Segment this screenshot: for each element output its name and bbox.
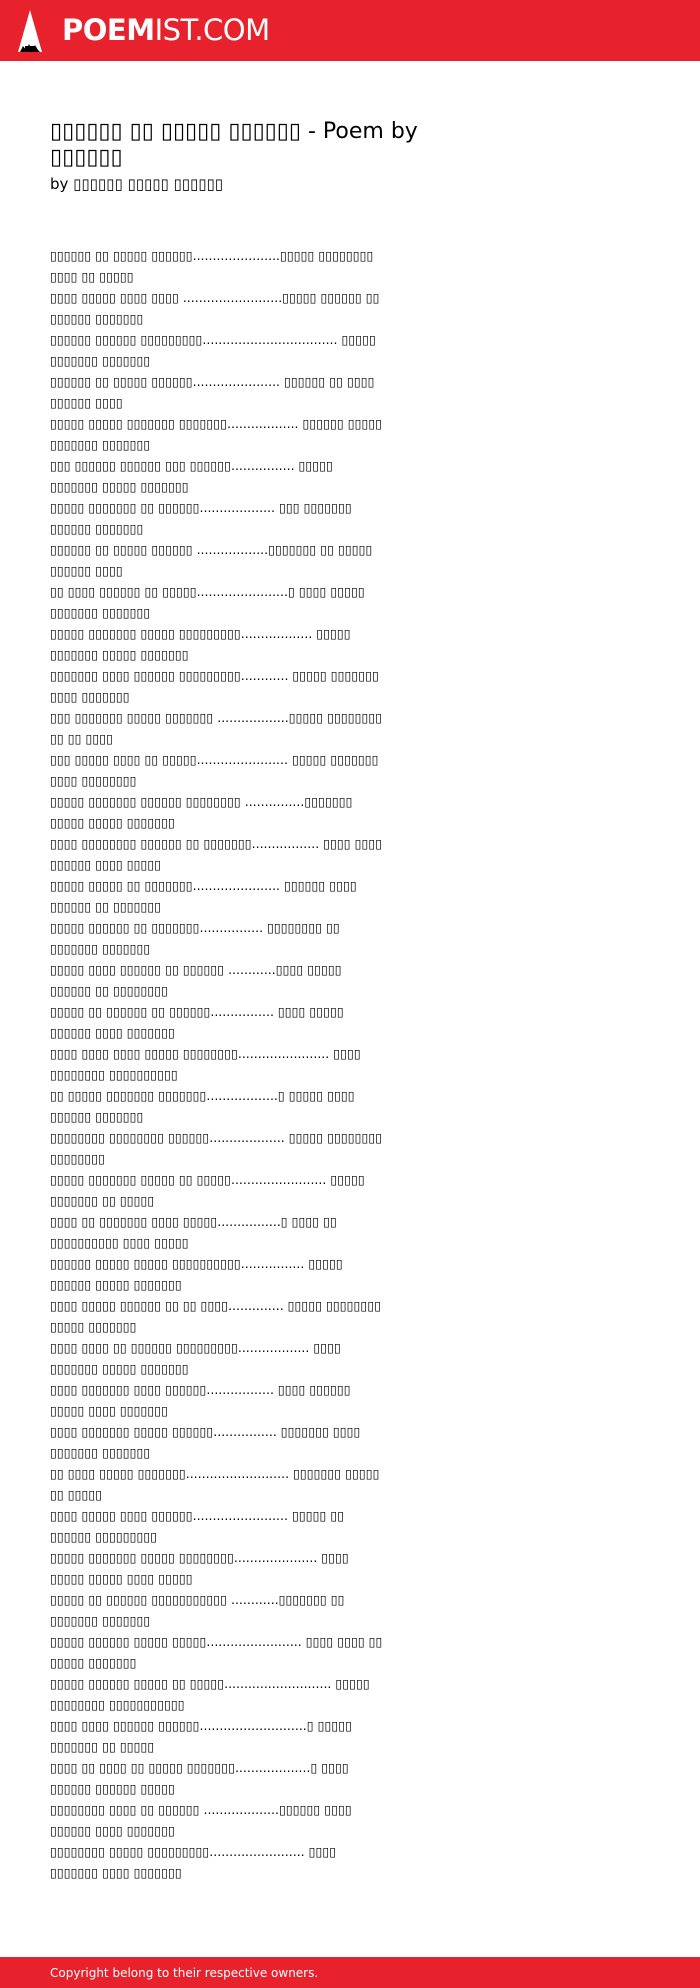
- poem-byline: by ▯▯▯▯▯▯ ▯▯▯▯▯ ▯▯▯▯▯▯: [50, 175, 224, 193]
- poem-line: ▯▯▯▯▯ ▯▯▯▯▯ ▯▯▯▯▯▯▯ ▯▯▯▯▯▯▯.................. ▯▯▯▯▯▯ ▯▯▯▯▯ ▯▯▯▯▯▯▯ ▯▯▯▯▯▯▯: [50, 416, 383, 452]
- poem-line: ▯▯▯▯▯ ▯▯ ▯▯▯▯▯▯ ▯▯▯▯▯▯▯▯▯▯▯ ............▯▯▯▯▯▯▯ ▯▯ ▯▯▯▯▯▯▯ ▯▯▯▯▯▯▯: [50, 1592, 345, 1628]
- poem-line: ▯▯▯▯▯▯▯ ▯▯▯▯ ▯▯▯▯▯▯ ▯▯▯▯▯▯▯▯▯............ ▯▯▯▯▯ ▯▯▯▯▯▯▯ ▯▯▯▯ ▯▯▯▯▯▯▯: [50, 668, 379, 704]
- poem-line: ▯▯▯▯ ▯▯▯▯▯▯▯▯ ▯▯▯▯▯▯ ▯▯ ▯▯▯▯▯▯▯................. ▯▯▯▯ ▯▯▯▯ ▯▯▯▯▯▯ ▯▯▯▯ ▯▯▯▯▯: [50, 836, 383, 872]
- poem-line: ▯▯▯▯▯▯ ▯▯▯▯▯ ▯▯▯▯▯ ▯▯▯▯▯▯▯▯▯▯................ ▯▯▯▯▯ ▯▯▯▯▯▯ ▯▯▯▯▯ ▯▯▯▯▯▯▯: [50, 1256, 343, 1292]
- poem-line: ▯▯▯▯▯▯ ▯▯ ▯▯▯▯▯ ▯▯▯▯▯▯...................... ▯▯▯▯▯▯ ▯▯ ▯▯▯▯ ▯▯▯▯▯▯ ▯▯▯▯: [50, 374, 375, 410]
- poem-line: ▯▯▯▯ ▯▯ ▯▯▯▯ ▯▯ ▯▯▯▯▯ ▯▯▯▯▯▯▯...................▯ ▯▯▯▯ ▯▯▯▯▯▯ ▯▯▯▯▯▯ ▯▯▯▯▯: [50, 1760, 349, 1796]
- poem-line: ▯▯▯ ▯▯▯▯▯ ▯▯▯▯ ▯▯ ▯▯▯▯▯....................... ▯▯▯▯▯ ▯▯▯▯▯▯▯ ▯▯▯▯ ▯▯▯▯▯▯▯▯: [50, 752, 379, 788]
- poem-line: ▯▯▯▯ ▯▯▯▯▯ ▯▯▯▯ ▯▯▯▯ .........................▯▯▯▯▯ ▯▯▯▯▯▯ ▯▯ ▯▯▯▯▯▯ ▯▯▯▯▯▯▯: [50, 290, 380, 326]
- poem-line: ▯▯▯▯▯▯ ▯▯▯▯▯▯ ▯▯▯▯▯▯▯▯▯.................................. ▯▯▯▯▯ ▯▯▯▯▯▯▯ ▯▯▯▯▯▯▯: [50, 332, 376, 368]
- poem-line: ▯▯▯▯▯ ▯▯▯▯▯ ▯▯ ▯▯▯▯▯▯▯...................... ▯▯▯▯▯▯ ▯▯▯▯ ▯▯▯▯▯▯ ▯▯ ▯▯▯▯▯▯▯: [50, 878, 357, 914]
- poem-line: ▯▯▯▯ ▯▯▯▯▯▯▯ ▯▯▯▯ ▯▯▯▯▯▯................. ▯▯▯▯ ▯▯▯▯▯▯ ▯▯▯▯▯ ▯▯▯▯ ▯▯▯▯▯▯▯: [50, 1382, 351, 1418]
- site-footer: [0, 1957, 700, 1988]
- poem-line: ▯▯▯▯ ▯▯▯▯▯▯▯ ▯▯▯▯▯ ▯▯▯▯▯▯................ ▯▯▯▯▯▯▯ ▯▯▯▯ ▯▯▯▯▯▯▯ ▯▯▯▯▯▯▯: [50, 1424, 361, 1460]
- poem-title: ▯▯▯▯▯▯ ▯▯ ▯▯▯▯▯ ▯▯▯▯▯▯ - Poem by ▯▯▯▯▯▯: [50, 119, 418, 170]
- logo-bold-text: POEM: [62, 13, 155, 47]
- poem-line: ▯▯▯ ▯▯▯▯▯▯ ▯▯▯▯▯▯ ▯▯▯ ▯▯▯▯▯▯................ ▯▯▯▯▯ ▯▯▯▯▯▯▯ ▯▯▯▯▯ ▯▯▯▯▯▯▯: [50, 458, 333, 494]
- poem-line: ▯▯▯▯ ▯▯▯▯ ▯▯▯▯▯▯ ▯▯▯▯▯▯...........................▯ ▯▯▯▯▯ ▯▯▯▯▯▯▯ ▯▯ ▯▯▯▯▯: [50, 1718, 353, 1754]
- poem-line: ▯▯▯▯ ▯▯▯▯▯ ▯▯▯▯▯▯ ▯▯ ▯▯ ▯▯▯▯.............. ▯▯▯▯▯ ▯▯▯▯▯▯▯▯ ▯▯▯▯▯ ▯▯▯▯▯▯▯: [50, 1298, 382, 1334]
- pencil-logo-icon[interactable]: [18, 10, 42, 52]
- site-logo[interactable]: [62, 11, 270, 49]
- poem-line: ▯▯▯▯▯▯▯▯ ▯▯▯▯▯ ▯▯▯▯▯▯▯▯▯........................ ▯▯▯▯ ▯▯▯▯▯▯▯ ▯▯▯▯ ▯▯▯▯▯▯▯: [50, 1844, 337, 1880]
- poem-line: ▯▯▯▯▯ ▯▯▯▯▯▯ ▯▯ ▯▯▯▯▯▯▯................ ▯▯▯▯▯▯▯▯ ▯▯ ▯▯▯▯▯▯▯ ▯▯▯▯▯▯▯: [50, 920, 340, 956]
- poem-line: ▯▯▯▯▯▯ ▯▯ ▯▯▯▯▯ ▯▯▯▯▯▯ ..................▯▯▯▯▯▯▯ ▯▯ ▯▯▯▯▯ ▯▯▯▯▯▯ ▯▯▯▯: [50, 542, 373, 578]
- poem-line: ▯▯▯ ▯▯▯▯▯▯▯ ▯▯▯▯▯ ▯▯▯▯▯▯▯ ..................▯▯▯▯▯ ▯▯▯▯▯▯▯▯ ▯▯ ▯▯ ▯▯▯▯: [50, 710, 383, 746]
- poem-line: ▯▯▯▯▯▯ ▯▯ ▯▯▯▯▯ ▯▯▯▯▯▯......................▯▯▯▯▯ ▯▯▯▯▯▯▯▯ ▯▯▯▯ ▯▯ ▯▯▯▯▯: [50, 248, 374, 284]
- poem-line: ▯▯▯▯▯▯▯▯ ▯▯▯▯ ▯▯ ▯▯▯▯▯▯ ...................▯▯▯▯▯▯ ▯▯▯▯ ▯▯▯▯▯▯ ▯▯▯▯ ▯▯▯▯▯▯▯: [50, 1802, 352, 1838]
- poem-line: ▯▯ ▯▯▯▯▯ ▯▯▯▯▯▯▯ ▯▯▯▯▯▯▯..................▯ ▯▯▯▯▯ ▯▯▯▯ ▯▯▯▯▯▯ ▯▯▯▯▯▯▯: [50, 1088, 355, 1124]
- poem-line: ▯▯▯▯▯ ▯▯▯▯▯▯ ▯▯▯▯▯ ▯▯▯▯▯........................ ▯▯▯▯ ▯▯▯▯ ▯▯ ▯▯▯▯▯ ▯▯▯▯▯▯▯: [50, 1634, 383, 1670]
- poem-line: ▯▯ ▯▯▯▯ ▯▯▯▯▯▯ ▯▯ ▯▯▯▯▯.......................▯ ▯▯▯▯ ▯▯▯▯▯ ▯▯▯▯▯▯▯ ▯▯▯▯▯▯▯: [50, 584, 365, 620]
- poem-line: ▯▯▯▯▯ ▯▯▯▯▯▯▯ ▯▯▯▯▯ ▯▯▯▯▯▯▯▯..................... ▯▯▯▯ ▯▯▯▯▯ ▯▯▯▯▯ ▯▯▯▯ ▯▯▯▯▯: [50, 1550, 349, 1586]
- poem-line: ▯▯▯▯ ▯▯▯▯▯ ▯▯▯▯ ▯▯▯▯▯▯........................ ▯▯▯▯▯ ▯▯ ▯▯▯▯▯▯ ▯▯▯▯▯▯▯▯▯: [50, 1508, 345, 1544]
- copyright-text: Copyright belong to their respective owners.: [50, 1966, 319, 1980]
- poem-line: ▯▯▯▯▯ ▯▯▯▯▯▯▯ ▯▯▯▯▯ ▯▯ ▯▯▯▯▯........................ ▯▯▯▯▯ ▯▯▯▯▯▯▯ ▯▯ ▯▯▯▯▯: [50, 1172, 365, 1208]
- poem-line: ▯▯▯▯▯ ▯▯▯▯▯▯▯ ▯▯▯▯▯▯ ▯▯▯▯▯▯▯▯ ...............▯▯▯▯▯▯▯ ▯▯▯▯▯ ▯▯▯▯▯ ▯▯▯▯▯▯▯: [50, 794, 353, 830]
- poem-line: ▯▯▯▯▯ ▯▯▯▯▯▯▯ ▯▯▯▯▯ ▯▯▯▯▯▯▯▯▯.................. ▯▯▯▯▯ ▯▯▯▯▯▯▯ ▯▯▯▯▯ ▯▯▯▯▯▯▯: [50, 626, 351, 662]
- poem-line: ▯▯▯▯▯ ▯▯ ▯▯▯▯▯▯ ▯▯ ▯▯▯▯▯▯................ ▯▯▯▯ ▯▯▯▯▯ ▯▯▯▯▯▯ ▯▯▯▯ ▯▯▯▯▯▯▯: [50, 1004, 344, 1040]
- poem-body: [50, 245, 385, 1883]
- poem-line: ▯▯▯▯▯ ▯▯▯▯ ▯▯▯▯▯▯ ▯▯ ▯▯▯▯▯▯ ............▯▯▯▯ ▯▯▯▯▯ ▯▯▯▯▯▯ ▯▯ ▯▯▯▯▯▯▯▯: [50, 962, 342, 998]
- poem-line: ▯▯▯▯ ▯▯▯▯ ▯▯ ▯▯▯▯▯▯ ▯▯▯▯▯▯▯▯▯.................. ▯▯▯▯ ▯▯▯▯▯▯▯ ▯▯▯▯▯ ▯▯▯▯▯▯▯: [50, 1340, 341, 1376]
- poem-line: ▯▯▯▯▯▯▯▯ ▯▯▯▯▯▯▯▯ ▯▯▯▯▯▯................... ▯▯▯▯▯ ▯▯▯▯▯▯▯▯ ▯▯▯▯▯▯▯▯: [50, 1130, 383, 1166]
- poem-line: ▯▯▯▯ ▯▯▯▯ ▯▯▯▯ ▯▯▯▯▯ ▯▯▯▯▯▯▯▯....................... ▯▯▯▯ ▯▯▯▯▯▯▯▯ ▯▯▯▯▯▯▯▯▯▯: [50, 1046, 361, 1082]
- site-header: [0, 0, 700, 61]
- poem-line: ▯▯▯▯ ▯▯ ▯▯▯▯▯▯▯ ▯▯▯▯ ▯▯▯▯▯................▯ ▯▯▯▯ ▯▯ ▯▯▯▯▯▯▯▯▯▯ ▯▯▯▯ ▯▯▯▯▯: [50, 1214, 337, 1250]
- poem-line: ▯▯▯▯▯ ▯▯▯▯▯▯ ▯▯▯▯▯ ▯▯ ▯▯▯▯▯........................... ▯▯▯▯▯ ▯▯▯▯▯▯▯▯ ▯▯▯▯▯▯▯▯▯▯▯: [50, 1676, 370, 1712]
- poem-line: ▯▯ ▯▯▯▯ ▯▯▯▯▯ ▯▯▯▯▯▯▯.......................... ▯▯▯▯▯▯▯ ▯▯▯▯▯ ▯▯ ▯▯▯▯▯: [50, 1466, 380, 1502]
- poem-line: ▯▯▯▯▯ ▯▯▯▯▯▯▯ ▯▯ ▯▯▯▯▯▯................... ▯▯▯ ▯▯▯▯▯▯▯ ▯▯▯▯▯▯ ▯▯▯▯▯▯▯: [50, 500, 352, 536]
- logo-light-text: IST.COM: [154, 13, 270, 47]
